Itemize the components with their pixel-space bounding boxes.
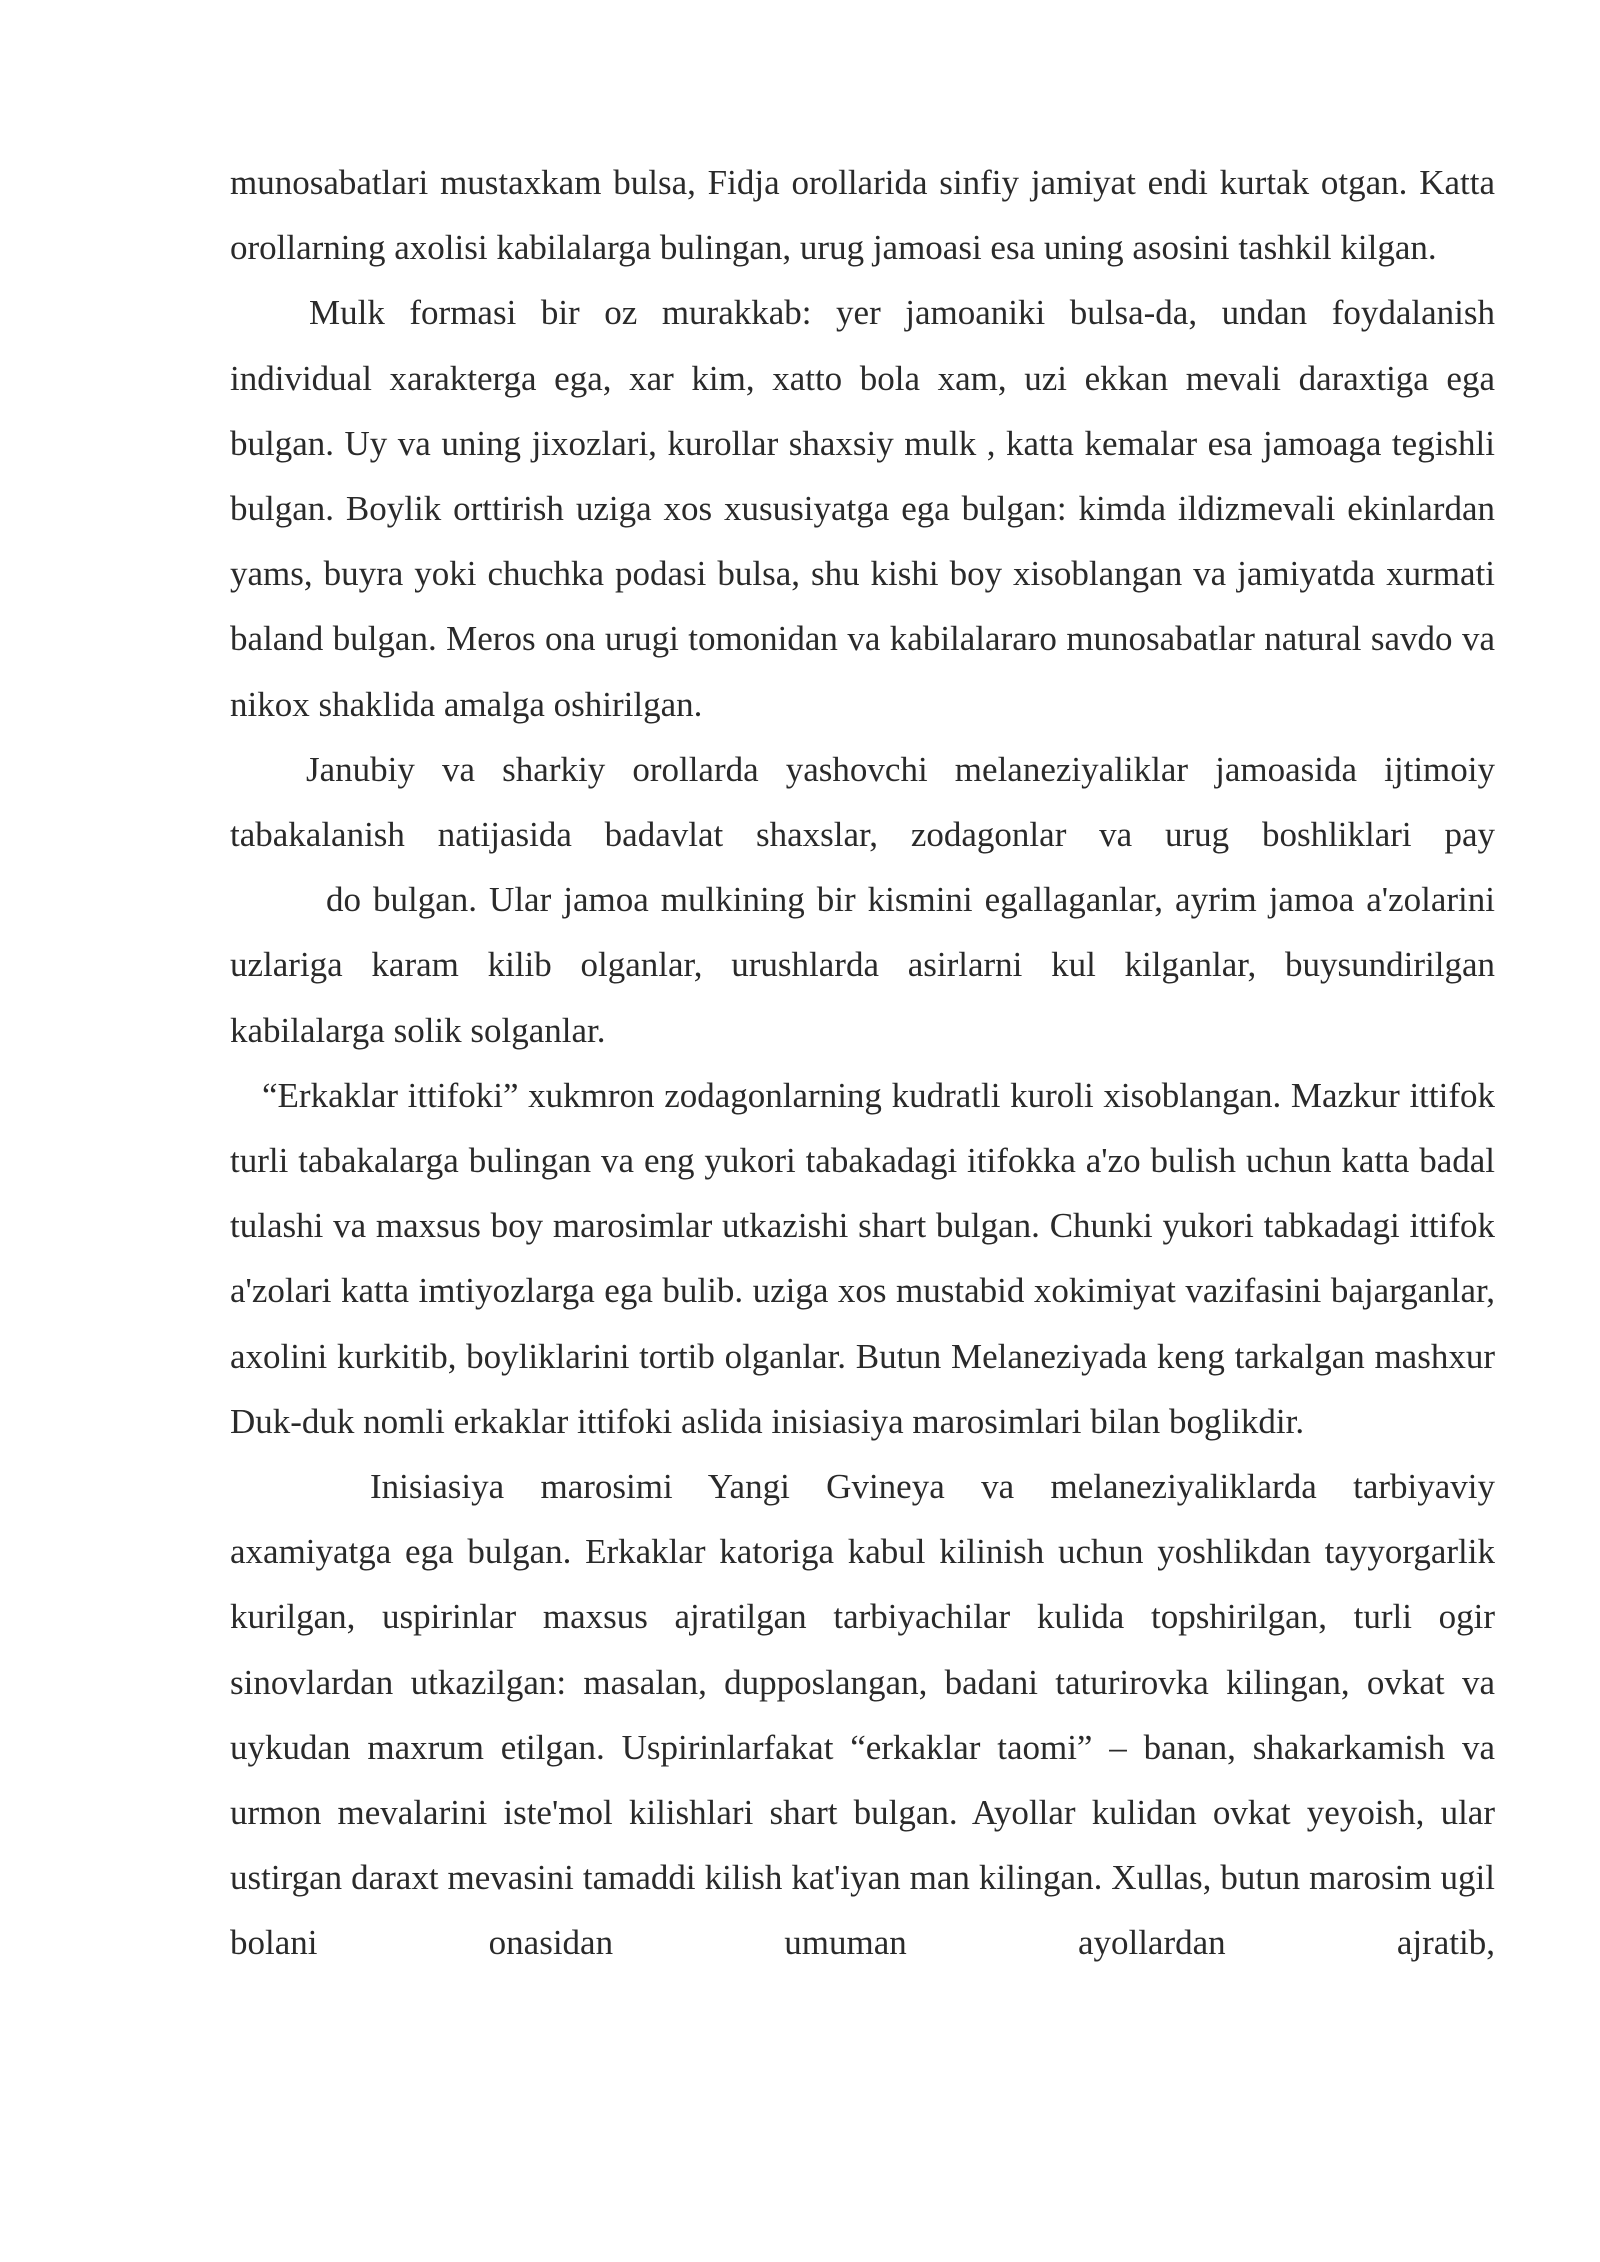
paragraph-1: munosabatlari mustaxkam bulsa, Fidja orollarida sinfiy jamiyat endi kurtak otgan. Katta orollarning axolisi kabilalarga bulingan, urug jamoasi esa uning asosini tashkil kilgan. xyxy=(230,163,1495,268)
paragraph-3 xyxy=(230,737,1495,1063)
paragraph-5: Inisiasiya marosimi Yangi Gvineya va melaneziyaliklarda tarbiyaviy axamiyatga ega bulgan. Erkaklar katoriga kabul kilinish uchun yoshlikdan tayyorgarlik kurilgan, uspirinlar maxsus ajratilgan tarbiyachilar kulida topshirilgan, turli ogir sinovlardan utkazilgan: masalan, dupposlangan, badani taturirovka kilingan, ovkat va uykudan maxrum etilgan. Uspirinlarfakat “erkaklar taomi” – banan, shakarkamish va urmon mevalarini iste'mol kilishlari shart bulgan. Ayollar kulidan ovkat yeyoish, ular ustirgan daraxt mevasini tamaddi kilish kat'iyan man kilingan. Xullas, butun marosim ugil bolani onasidan umuman ayollardan ajratib, xyxy=(230,1467,1495,1963)
paragraph-4: “Erkaklar ittifoki” xukmron zodagonlarning kudratli kuroli xisoblangan. Mazkur ittifok turli tabakalarga bulingan va eng yukori tabakadagi itifokka a'zo bulish uchun katta badal tulashi va maxsus boy marosimlar utkazishi shart bulgan. Chunki yukori tabkadagi ittifok a'zolari katta imtiyozlarga ega bulib. uziga xos mustabid xokimiyat vazifasini bajarganlar, axolini kurkitib, boyliklarini tortib olganlar. Butun Melaneziyada keng tarkalgan mashxur Duk-duk nomli erkaklar ittifoki aslida inisiasiya marosimlari bilan boglikdir. xyxy=(230,1075,1495,1441)
paragraph-3-first-line: Janubiy va sharkiy orollarda yashovchi melaneziyaliklar jamoasida ijtimoiy tabakalanish natijasida badavlat shaxslar, zodagonlar va urug boshliklari pay xyxy=(230,749,1495,855)
paragraph-3-rest-text: do bulgan. Ular jamoa mulkining bir kismini egallaganlar, ayrim jamoa a'zolarini uzlariga karam kilib olganlar, urushlarda asirlarni kul kilganlar, buysundirilgan kabilalarga solik solganlar. xyxy=(230,880,1495,1050)
paragraph-2: Mulk formasi bir oz murakkab: yer jamoaniki bulsa-da, undan foydalanish individual xarakterga ega, xar kim, xatto bola xam, uzi ekkan mevali daraxtiga ega bulgan. Uy va uning jixozlari, kurollar shaxsiy mulk , katta kemalar esa jamoaga tegishli bulgan. Boylik orttirish uziga xos xususiyatga ega bulgan: kimda ildizmevali ekinlardan yams, buyra yoki chuchka podasi bulsa, shu kishi boy xisoblangan va jamiyatda xurmati baland bulgan. Meros ona urugi tomonidan va kabilalararo munosabatlar natural savdo va nikox shaklida amalga oshirilgan. xyxy=(230,293,1495,724)
paragraph-3-rest xyxy=(230,867,1495,1063)
document-body xyxy=(230,150,1495,1976)
